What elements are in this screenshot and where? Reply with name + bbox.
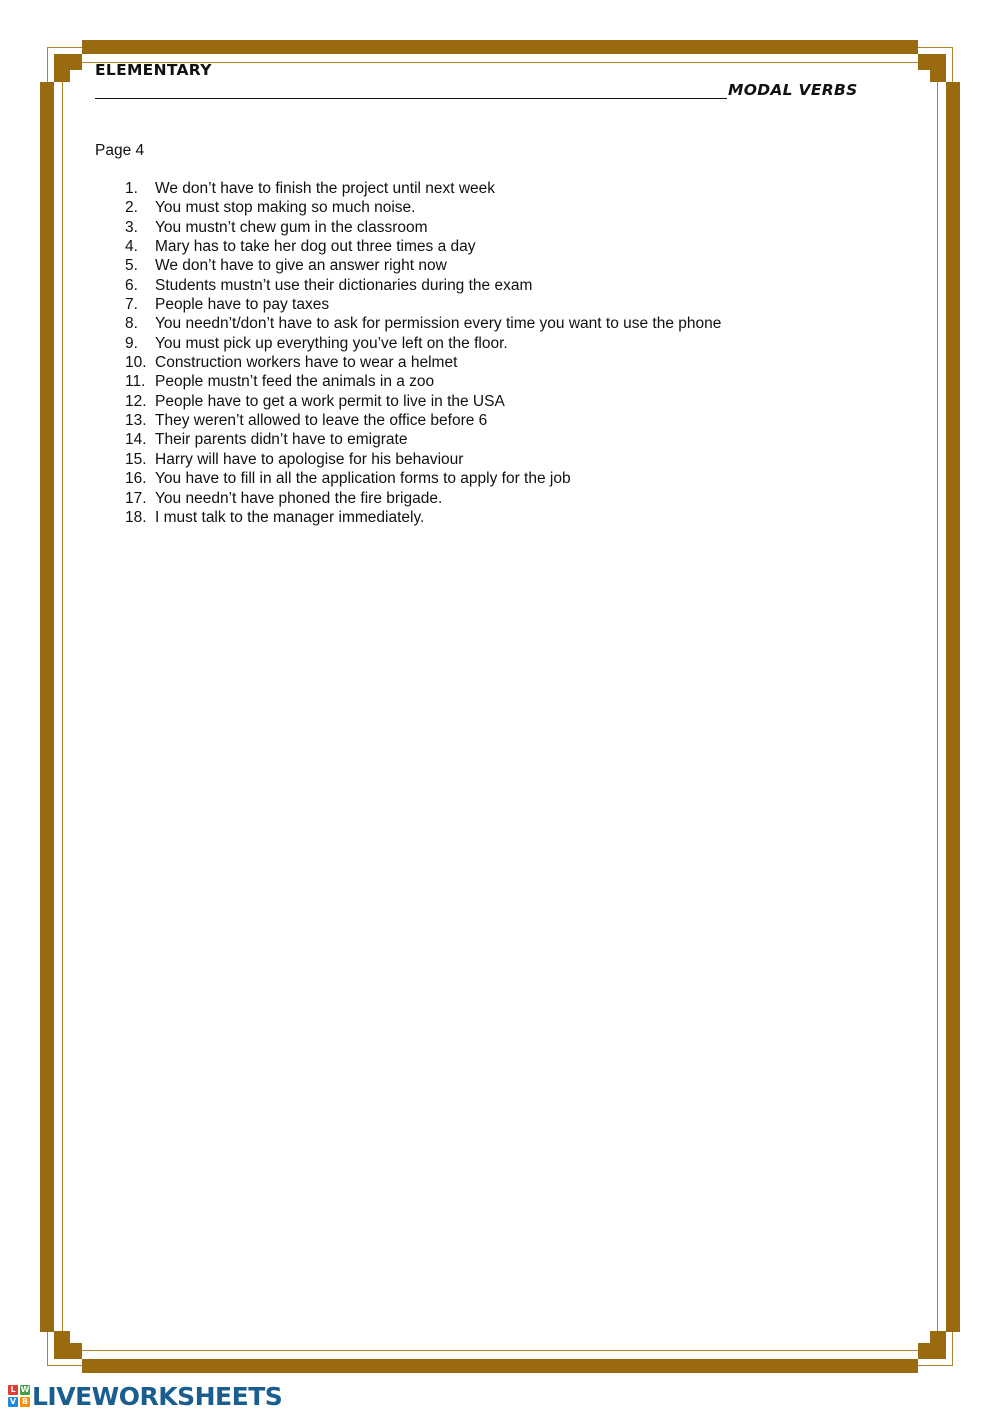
frame-corner-bottom-right [918, 1331, 946, 1359]
answer-number: 1. [125, 180, 138, 197]
answer-item [125, 353, 721, 372]
answer-item [125, 218, 721, 237]
frame-left-bar [40, 82, 54, 1332]
frame-top-bar [82, 40, 918, 54]
answer-item [125, 411, 721, 430]
answer-number: 2. [125, 199, 138, 217]
answer-item [125, 295, 721, 314]
answer-item [125, 469, 721, 488]
answer-number: 3. [125, 218, 138, 236]
answer-text: Mary has to take her dog out three times a day [155, 238, 476, 256]
answer-item [125, 256, 721, 275]
topic-title: MODAL VERBS [728, 81, 858, 99]
answer-item [125, 489, 721, 508]
logo-block: L [8, 1385, 18, 1395]
answer-item [125, 276, 721, 295]
answer-text: People have to get a work permit to live in the USA [155, 392, 505, 410]
answer-number: 14. [125, 431, 147, 449]
logo-block: V [9, 1397, 17, 1406]
brand-text: LIVEWORKSHEETS [32, 1381, 283, 1411]
answer-item [125, 372, 721, 391]
header-rule [95, 98, 727, 99]
answer-item [125, 430, 721, 449]
answer-text: You needn’t/don’t have to ask for permission every time you want to use the phone [155, 315, 722, 333]
answer-number: 9. [125, 334, 138, 352]
answer-text: Their parents didn’t have to emigrate [155, 431, 408, 449]
frame-corner-top-right [918, 54, 946, 82]
answer-number: 13. [125, 412, 147, 430]
answer-text: Construction workers have to wear a helmet [155, 354, 458, 372]
answer-number: 12. [125, 392, 147, 410]
frame-bottom-bar [82, 1359, 918, 1373]
page-label: Page 4 [95, 142, 145, 159]
answer-list [125, 179, 721, 527]
answer-item [125, 508, 721, 527]
answer-text: Students mustn’t use their dictionaries during the exam [155, 276, 533, 294]
answer-number: 18. [125, 508, 147, 526]
answer-number: 6. [125, 276, 138, 294]
answer-number: 16. [125, 470, 147, 488]
answer-number: 17. [125, 489, 147, 507]
answer-number: 8. [125, 315, 138, 333]
answer-item [125, 314, 721, 333]
answer-item [125, 450, 721, 469]
answer-number: 7. [125, 296, 138, 314]
answer-text: We don’t have to give an answer right now [155, 257, 447, 275]
answer-text: You must pick up everything you’ve left on the floor. [155, 334, 508, 352]
logo-block: B [21, 1397, 29, 1406]
frame-corner-top-left [54, 54, 82, 82]
answer-number: 5. [125, 257, 138, 275]
answer-text: You have to fill in all the application forms to apply for the job [155, 470, 571, 488]
answer-item [125, 392, 721, 411]
logo-blocks-icon [8, 1385, 30, 1407]
answer-text: Harry will have to apologise for his behaviour [155, 450, 464, 468]
frame-corner-bottom-left [54, 1331, 82, 1359]
answer-item [125, 237, 721, 256]
answer-text: People have to pay taxes [155, 296, 330, 314]
answer-number: 11. [125, 373, 146, 391]
answer-number: 10. [125, 354, 147, 372]
answer-text: We don’t have to finish the project until next week [155, 180, 496, 197]
answer-text: You mustn’t chew gum in the classroom [155, 218, 428, 236]
answer-item [125, 179, 721, 198]
answer-number: 15. [125, 450, 147, 468]
answer-item [125, 198, 721, 217]
level-label: ELEMENTARY [95, 61, 212, 79]
answer-text: I must talk to the manager immediately. [155, 508, 425, 526]
answer-text: They weren’t allowed to leave the office before 6 [155, 412, 488, 430]
frame-right-bar [946, 82, 960, 1332]
answer-text: You must stop making so much noise. [155, 199, 416, 217]
answer-text: People mustn’t feed the animals in a zoo [155, 373, 435, 391]
liveworksheets-logo[interactable] [8, 1383, 282, 1409]
answer-text: You needn’t have phoned the fire brigade. [155, 489, 443, 507]
answer-number: 4. [125, 238, 138, 256]
answer-item [125, 334, 721, 353]
logo-block: W [20, 1385, 30, 1394]
